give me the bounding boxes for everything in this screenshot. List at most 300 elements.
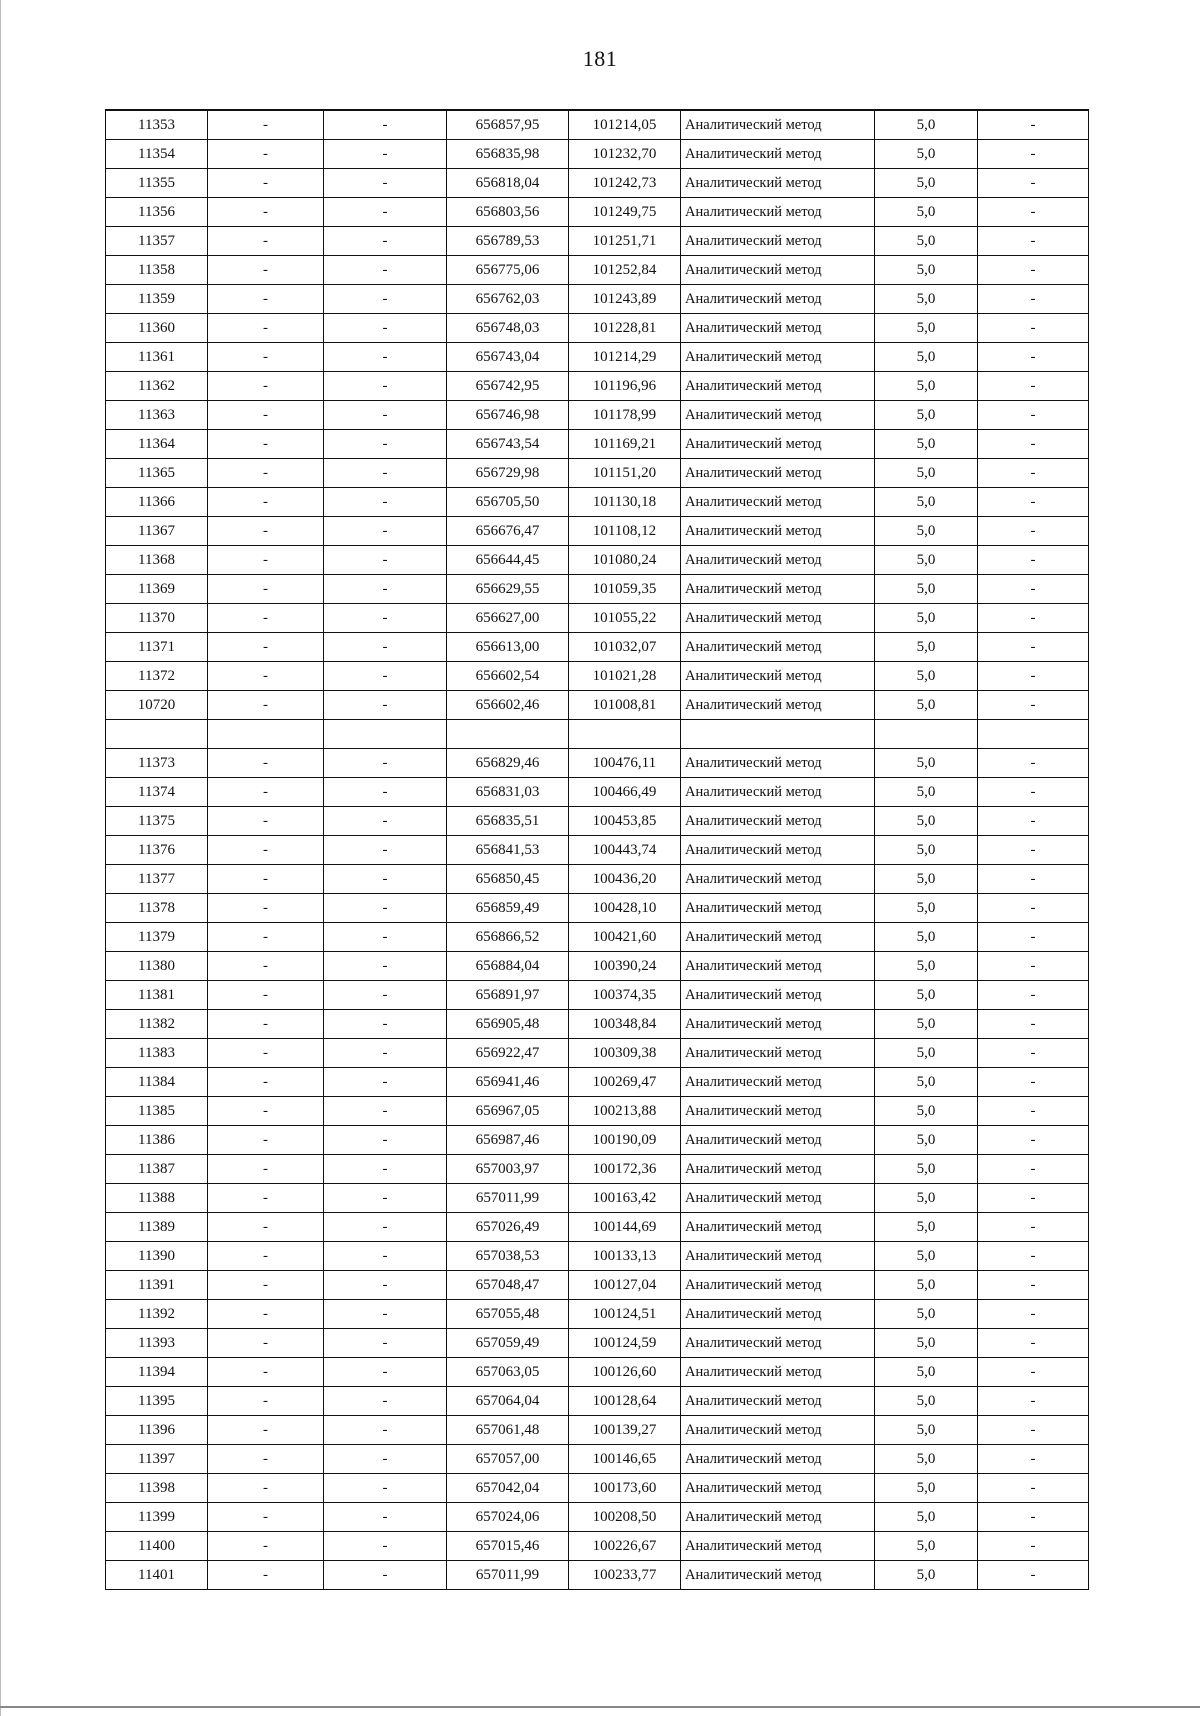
description-cell: -	[978, 1213, 1089, 1242]
method-cell: Аналитический метод	[681, 1329, 875, 1358]
y-old-cell: -	[324, 1561, 447, 1590]
y-coordinate-cell: 100124,51	[569, 1300, 681, 1329]
x-old-cell: -	[208, 894, 324, 923]
x-old-cell: -	[208, 169, 324, 198]
table-row	[106, 1184, 1089, 1213]
y-old-cell: -	[324, 1532, 447, 1561]
table-row	[106, 981, 1089, 1010]
y-coordinate-cell: 101228,81	[569, 314, 681, 343]
x-coordinate-cell: 656941,46	[447, 1068, 569, 1097]
point-number-cell: 11392	[106, 1300, 208, 1329]
table-row	[106, 169, 1089, 198]
table-row	[106, 1213, 1089, 1242]
y-coordinate-cell: 101169,21	[569, 430, 681, 459]
y-old-cell: -	[324, 1126, 447, 1155]
x-coordinate-cell: 656748,03	[447, 314, 569, 343]
point-number-cell: 11370	[106, 604, 208, 633]
x-coordinate-cell: 656841,53	[447, 836, 569, 865]
y-coordinate-cell: 100348,84	[569, 1010, 681, 1039]
description-cell: -	[978, 1358, 1089, 1387]
point-number-cell: 11395	[106, 1387, 208, 1416]
x-coordinate-cell: 657055,48	[447, 1300, 569, 1329]
description-cell: -	[978, 1300, 1089, 1329]
y-coordinate-cell: 100390,24	[569, 952, 681, 981]
y-coordinate-cell: 100269,47	[569, 1068, 681, 1097]
bottom-rule	[0, 1706, 1200, 1708]
y-old-cell: -	[324, 691, 447, 720]
y-coordinate-cell: 101178,99	[569, 401, 681, 430]
point-number-cell	[106, 720, 208, 749]
point-number-cell: 11378	[106, 894, 208, 923]
x-coordinate-cell	[447, 720, 569, 749]
accuracy-cell: 5,0	[875, 227, 978, 256]
description-cell: -	[978, 256, 1089, 285]
accuracy-cell: 5,0	[875, 1561, 978, 1590]
y-coordinate-cell: 101196,96	[569, 372, 681, 401]
x-old-cell: -	[208, 662, 324, 691]
y-coordinate-cell: 101059,35	[569, 575, 681, 604]
y-old-cell: -	[324, 227, 447, 256]
x-old-cell: -	[208, 1097, 324, 1126]
description-cell: -	[978, 459, 1089, 488]
y-old-cell: -	[324, 952, 447, 981]
x-old-cell: -	[208, 604, 324, 633]
x-old-cell: -	[208, 1387, 324, 1416]
point-number-cell: 11390	[106, 1242, 208, 1271]
table-row	[106, 459, 1089, 488]
x-coordinate-cell: 657026,49	[447, 1213, 569, 1242]
point-number-cell: 11381	[106, 981, 208, 1010]
description-cell: -	[978, 198, 1089, 227]
x-old-cell: -	[208, 1329, 324, 1358]
accuracy-cell: 5,0	[875, 1126, 978, 1155]
table-row	[106, 1010, 1089, 1039]
accuracy-cell: 5,0	[875, 691, 978, 720]
y-old-cell: -	[324, 1039, 447, 1068]
accuracy-cell: 5,0	[875, 1387, 978, 1416]
point-number-cell: 11397	[106, 1445, 208, 1474]
method-cell: Аналитический метод	[681, 1155, 875, 1184]
x-coordinate-cell: 657063,05	[447, 1358, 569, 1387]
point-number-cell: 11384	[106, 1068, 208, 1097]
description-cell: -	[978, 575, 1089, 604]
y-coordinate-cell: 101232,70	[569, 140, 681, 169]
x-old-cell: -	[208, 1039, 324, 1068]
x-old-cell: -	[208, 285, 324, 314]
table-row	[106, 1329, 1089, 1358]
description-cell: -	[978, 749, 1089, 778]
page-number: 181	[582, 46, 618, 71]
method-cell: Аналитический метод	[681, 401, 875, 430]
point-number-cell: 11401	[106, 1561, 208, 1590]
description-cell: -	[978, 343, 1089, 372]
x-coordinate-cell: 656746,98	[447, 401, 569, 430]
y-old-cell: -	[324, 256, 447, 285]
x-coordinate-cell: 657011,99	[447, 1561, 569, 1590]
description-cell: -	[978, 430, 1089, 459]
table-row	[106, 778, 1089, 807]
accuracy-cell: 5,0	[875, 169, 978, 198]
point-number-cell: 11399	[106, 1503, 208, 1532]
description-cell: -	[978, 662, 1089, 691]
description-cell: -	[978, 1474, 1089, 1503]
y-coordinate-cell: 100466,49	[569, 778, 681, 807]
accuracy-cell: 5,0	[875, 981, 978, 1010]
accuracy-cell: 5,0	[875, 1358, 978, 1387]
method-cell: Аналитический метод	[681, 1387, 875, 1416]
y-coordinate-cell: 101243,89	[569, 285, 681, 314]
point-number-cell: 11359	[106, 285, 208, 314]
y-coordinate-cell: 100421,60	[569, 923, 681, 952]
table-row	[106, 836, 1089, 865]
y-coordinate-cell: 101214,05	[569, 110, 681, 140]
method-cell: Аналитический метод	[681, 546, 875, 575]
point-number-cell: 11362	[106, 372, 208, 401]
method-cell: Аналитический метод	[681, 1416, 875, 1445]
y-coordinate-cell: 101214,29	[569, 343, 681, 372]
y-old-cell: -	[324, 1300, 447, 1329]
method-cell: Аналитический метод	[681, 256, 875, 285]
y-coordinate-cell: 100443,74	[569, 836, 681, 865]
table-row	[106, 952, 1089, 981]
accuracy-cell: 5,0	[875, 343, 978, 372]
y-coordinate-cell: 101252,84	[569, 256, 681, 285]
description-cell: -	[978, 604, 1089, 633]
point-number-cell: 11363	[106, 401, 208, 430]
x-old-cell: -	[208, 1416, 324, 1445]
table-row	[106, 1242, 1089, 1271]
y-old-cell: -	[324, 1474, 447, 1503]
table-row	[106, 401, 1089, 430]
table-row	[106, 865, 1089, 894]
method-cell: Аналитический метод	[681, 1561, 875, 1590]
method-cell: Аналитический метод	[681, 1068, 875, 1097]
y-coordinate-cell: 100233,77	[569, 1561, 681, 1590]
description-cell: -	[978, 110, 1089, 140]
y-coordinate-cell: 100226,67	[569, 1532, 681, 1561]
x-coordinate-cell: 656987,46	[447, 1126, 569, 1155]
accuracy-cell: 5,0	[875, 1068, 978, 1097]
y-coordinate-cell: 100453,85	[569, 807, 681, 836]
y-old-cell: -	[324, 546, 447, 575]
y-old-cell: -	[324, 1503, 447, 1532]
accuracy-cell: 5,0	[875, 430, 978, 459]
x-coordinate-cell: 656835,98	[447, 140, 569, 169]
y-old-cell: -	[324, 749, 447, 778]
point-number-cell: 11398	[106, 1474, 208, 1503]
y-old-cell: -	[324, 894, 447, 923]
x-old-cell: -	[208, 691, 324, 720]
accuracy-cell: 5,0	[875, 1184, 978, 1213]
accuracy-cell: 5,0	[875, 778, 978, 807]
x-old-cell: -	[208, 633, 324, 662]
table-row	[106, 1358, 1089, 1387]
point-number-cell: 11389	[106, 1213, 208, 1242]
y-coordinate-cell: 101008,81	[569, 691, 681, 720]
x-old-cell: -	[208, 1213, 324, 1242]
x-coordinate-cell: 656743,54	[447, 430, 569, 459]
table-row	[106, 488, 1089, 517]
table-row	[106, 633, 1089, 662]
y-old-cell: -	[324, 1213, 447, 1242]
point-number-cell: 11371	[106, 633, 208, 662]
table-row	[106, 1300, 1089, 1329]
x-old-cell: -	[208, 952, 324, 981]
description-cell: -	[978, 1503, 1089, 1532]
accuracy-cell: 5,0	[875, 1474, 978, 1503]
method-cell: Аналитический метод	[681, 285, 875, 314]
point-number-cell: 11372	[106, 662, 208, 691]
x-old-cell: -	[208, 1184, 324, 1213]
accuracy-cell: 5,0	[875, 1271, 978, 1300]
table-row	[106, 1155, 1089, 1184]
accuracy-cell: 5,0	[875, 285, 978, 314]
x-coordinate-cell: 657003,97	[447, 1155, 569, 1184]
method-cell: Аналитический метод	[681, 517, 875, 546]
point-number-cell: 11374	[106, 778, 208, 807]
x-coordinate-cell: 656857,95	[447, 110, 569, 140]
table-row	[106, 110, 1089, 140]
y-coordinate-cell: 100190,09	[569, 1126, 681, 1155]
x-coordinate-cell: 657064,04	[447, 1387, 569, 1416]
x-old-cell: -	[208, 343, 324, 372]
y-coordinate-cell: 100127,04	[569, 1271, 681, 1300]
table-row	[106, 720, 1089, 749]
x-coordinate-cell: 656644,45	[447, 546, 569, 575]
table-row	[106, 314, 1089, 343]
x-old-cell: -	[208, 1561, 324, 1590]
description-cell: -	[978, 1561, 1089, 1590]
y-old-cell: -	[324, 807, 447, 836]
point-number-cell: 11400	[106, 1532, 208, 1561]
method-cell: Аналитический метод	[681, 1271, 875, 1300]
method-cell: Аналитический метод	[681, 1532, 875, 1561]
point-number-cell: 11376	[106, 836, 208, 865]
point-number-cell: 11386	[106, 1126, 208, 1155]
description-cell: -	[978, 865, 1089, 894]
description-cell: -	[978, 836, 1089, 865]
table-row	[106, 894, 1089, 923]
table-row	[106, 575, 1089, 604]
point-number-cell: 11379	[106, 923, 208, 952]
table-row	[106, 1271, 1089, 1300]
y-old-cell: -	[324, 1445, 447, 1474]
y-old-cell: -	[324, 198, 447, 227]
point-number-cell: 11383	[106, 1039, 208, 1068]
y-coordinate-cell: 100172,36	[569, 1155, 681, 1184]
y-coordinate-cell: 101032,07	[569, 633, 681, 662]
y-coordinate-cell: 100213,88	[569, 1097, 681, 1126]
accuracy-cell: 5,0	[875, 836, 978, 865]
table-row	[106, 1503, 1089, 1532]
y-old-cell: -	[324, 459, 447, 488]
accuracy-cell: 5,0	[875, 198, 978, 227]
accuracy-cell: 5,0	[875, 894, 978, 923]
x-coordinate-cell: 657061,48	[447, 1416, 569, 1445]
description-cell: -	[978, 1068, 1089, 1097]
y-coordinate-cell: 100139,27	[569, 1416, 681, 1445]
x-coordinate-cell: 657011,99	[447, 1184, 569, 1213]
table-row	[106, 1039, 1089, 1068]
x-old-cell: -	[208, 546, 324, 575]
description-cell: -	[978, 1155, 1089, 1184]
method-cell: Аналитический метод	[681, 1358, 875, 1387]
accuracy-cell: 5,0	[875, 314, 978, 343]
description-cell: -	[978, 546, 1089, 575]
x-coordinate-cell: 657057,00	[447, 1445, 569, 1474]
accuracy-cell: 5,0	[875, 662, 978, 691]
description-cell: -	[978, 372, 1089, 401]
method-cell: Аналитический метод	[681, 778, 875, 807]
y-coordinate-cell: 100428,10	[569, 894, 681, 923]
y-old-cell: -	[324, 836, 447, 865]
x-coordinate-cell: 656866,52	[447, 923, 569, 952]
point-number-cell: 11360	[106, 314, 208, 343]
y-old-cell: -	[324, 140, 447, 169]
x-coordinate-cell: 656829,46	[447, 749, 569, 778]
method-cell: Аналитический метод	[681, 662, 875, 691]
table-row	[106, 227, 1089, 256]
description-cell: -	[978, 1126, 1089, 1155]
y-coordinate-cell: 100436,20	[569, 865, 681, 894]
coordinates-table	[105, 109, 1089, 1590]
y-coordinate-cell: 100476,11	[569, 749, 681, 778]
y-old-cell: -	[324, 1155, 447, 1184]
description-cell: -	[978, 1039, 1089, 1068]
description-cell: -	[978, 169, 1089, 198]
accuracy-cell: 5,0	[875, 372, 978, 401]
accuracy-cell: 5,0	[875, 1213, 978, 1242]
point-number-cell: 11361	[106, 343, 208, 372]
description-cell: -	[978, 488, 1089, 517]
method-cell: Аналитический метод	[681, 1445, 875, 1474]
y-coordinate-cell: 101108,12	[569, 517, 681, 546]
table-row	[106, 749, 1089, 778]
method-cell: Аналитический метод	[681, 314, 875, 343]
y-old-cell: -	[324, 343, 447, 372]
accuracy-cell: 5,0	[875, 1329, 978, 1358]
table-row	[106, 807, 1089, 836]
x-old-cell: -	[208, 401, 324, 430]
description-cell: -	[978, 981, 1089, 1010]
x-coordinate-cell: 656743,04	[447, 343, 569, 372]
table-row	[106, 1416, 1089, 1445]
y-old-cell: -	[324, 1068, 447, 1097]
accuracy-cell: 5,0	[875, 952, 978, 981]
point-number-cell: 11385	[106, 1097, 208, 1126]
method-cell: Аналитический метод	[681, 1474, 875, 1503]
x-old-cell: -	[208, 865, 324, 894]
y-coordinate-cell: 101080,24	[569, 546, 681, 575]
table-row	[106, 198, 1089, 227]
table-row	[106, 546, 1089, 575]
x-coordinate-cell: 656831,03	[447, 778, 569, 807]
accuracy-cell: 5,0	[875, 546, 978, 575]
point-number-cell: 11354	[106, 140, 208, 169]
accuracy-cell: 5,0	[875, 1300, 978, 1329]
x-old-cell: -	[208, 807, 324, 836]
y-old-cell	[324, 720, 447, 749]
accuracy-cell: 5,0	[875, 1097, 978, 1126]
x-coordinate-cell: 657038,53	[447, 1242, 569, 1271]
x-coordinate-cell: 657015,46	[447, 1532, 569, 1561]
x-coordinate-cell: 656676,47	[447, 517, 569, 546]
y-old-cell: -	[324, 575, 447, 604]
y-old-cell: -	[324, 1416, 447, 1445]
accuracy-cell: 5,0	[875, 575, 978, 604]
accuracy-cell: 5,0	[875, 110, 978, 140]
x-coordinate-cell: 657024,06	[447, 1503, 569, 1532]
description-cell: -	[978, 227, 1089, 256]
x-coordinate-cell: 656967,05	[447, 1097, 569, 1126]
y-old-cell: -	[324, 285, 447, 314]
description-cell: -	[978, 1387, 1089, 1416]
point-number-cell: 11388	[106, 1184, 208, 1213]
x-coordinate-cell: 656775,06	[447, 256, 569, 285]
method-cell: Аналитический метод	[681, 952, 875, 981]
point-number-cell: 11364	[106, 430, 208, 459]
y-old-cell: -	[324, 1010, 447, 1039]
method-cell: Аналитический метод	[681, 459, 875, 488]
x-old-cell: -	[208, 488, 324, 517]
point-number-cell: 11377	[106, 865, 208, 894]
method-cell: Аналитический метод	[681, 227, 875, 256]
y-coordinate-cell: 100309,38	[569, 1039, 681, 1068]
accuracy-cell: 5,0	[875, 488, 978, 517]
table-row	[106, 1126, 1089, 1155]
table-row	[106, 343, 1089, 372]
description-cell: -	[978, 1010, 1089, 1039]
point-number-cell: 11382	[106, 1010, 208, 1039]
point-number-cell: 11357	[106, 227, 208, 256]
accuracy-cell: 5,0	[875, 807, 978, 836]
y-old-cell: -	[324, 517, 447, 546]
y-coordinate-cell: 100163,42	[569, 1184, 681, 1213]
y-old-cell: -	[324, 1271, 447, 1300]
x-old-cell: -	[208, 517, 324, 546]
x-coordinate-cell: 656818,04	[447, 169, 569, 198]
x-coordinate-cell: 656922,47	[447, 1039, 569, 1068]
x-old-cell: -	[208, 923, 324, 952]
y-coordinate-cell: 101055,22	[569, 604, 681, 633]
table-row	[106, 1474, 1089, 1503]
accuracy-cell: 5,0	[875, 1155, 978, 1184]
method-cell: Аналитический метод	[681, 1213, 875, 1242]
y-coordinate-cell: 101151,20	[569, 459, 681, 488]
method-cell: Аналитический метод	[681, 1300, 875, 1329]
y-old-cell: -	[324, 1242, 447, 1271]
method-cell: Аналитический метод	[681, 1097, 875, 1126]
table-body	[106, 110, 1089, 1590]
x-old-cell: -	[208, 778, 324, 807]
x-old-cell: -	[208, 1300, 324, 1329]
point-number-cell: 11380	[106, 952, 208, 981]
table-row	[106, 1097, 1089, 1126]
y-coordinate-cell: 101251,71	[569, 227, 681, 256]
y-coordinate-cell: 100146,65	[569, 1445, 681, 1474]
table-row	[106, 372, 1089, 401]
accuracy-cell: 5,0	[875, 1010, 978, 1039]
accuracy-cell: 5,0	[875, 1532, 978, 1561]
y-coordinate-cell: 100208,50	[569, 1503, 681, 1532]
method-cell: Аналитический метод	[681, 749, 875, 778]
method-cell: Аналитический метод	[681, 430, 875, 459]
x-old-cell: -	[208, 110, 324, 140]
y-coordinate-cell: 100124,59	[569, 1329, 681, 1358]
y-old-cell: -	[324, 923, 447, 952]
y-coordinate-cell: 100128,64	[569, 1387, 681, 1416]
accuracy-cell: 5,0	[875, 1416, 978, 1445]
